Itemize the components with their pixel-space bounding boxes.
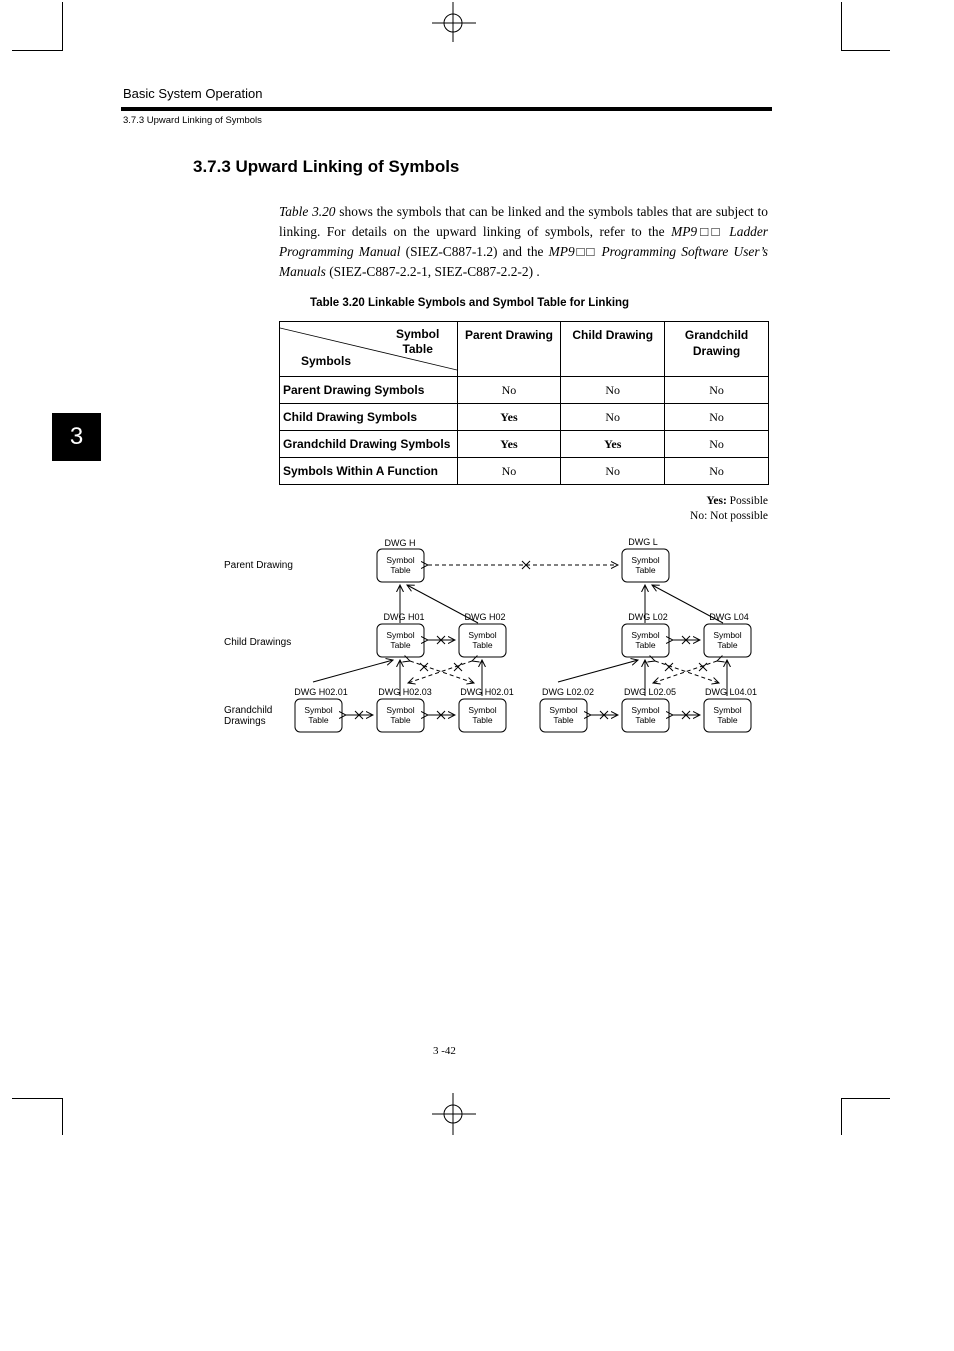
manual-title: MP9□□ Ladder Programming Manual [279, 224, 768, 259]
svg-text:Symbol: Symbol [549, 705, 578, 715]
symbol-table-box [295, 699, 342, 732]
svg-text:Table: Table [390, 715, 411, 725]
registration-mark-icon [432, 2, 476, 42]
chapter-tab: 3 [52, 413, 101, 461]
table-cell: Yes [561, 431, 665, 458]
drawing-name: DWG L04.01 [704, 687, 758, 697]
symbol-table-box [377, 549, 424, 582]
drawing-name: DWG L02.02 [541, 687, 595, 697]
drawing-name: DWG L [628, 537, 658, 547]
column-header: Grandchild Drawing [665, 322, 769, 377]
symbol-table-box [459, 624, 506, 657]
level-label-grandchild: Grandchild [224, 705, 273, 716]
svg-text:Table: Table [717, 640, 738, 650]
svg-text:Table: Table [390, 640, 411, 650]
table-cell: No [457, 458, 561, 485]
legend-no: No: Not possible [690, 510, 768, 522]
column-header: Parent Drawing [457, 322, 561, 377]
svg-text:Table: Table [635, 715, 656, 725]
drawing-name: DWG H02 [464, 612, 506, 622]
table-row [280, 458, 769, 485]
svg-text:Table: Table [717, 715, 738, 725]
table-row [280, 404, 769, 431]
intro-paragraph: Table 3.20 shows the symbols that can be linked and the symbols tables that are subject to linking. For details on the upward linking of symbols, refer to the MP9□□ Ladder Programming Manual (SIEZ-C887-1.2) and the MP9□□ Programming Software User’s Manuals (SIEZ-C887-2.2-1, SIEZ-C887-2.2-2) . [279, 204, 768, 279]
drawing-name: DWG H02.01 [460, 687, 514, 697]
level-label-grandchild: Drawings [224, 716, 266, 727]
row-label: Grandchild Drawing Symbols [280, 431, 458, 458]
page-number: 3 -42 [433, 1045, 456, 1057]
svg-text:Symbol: Symbol [386, 555, 415, 565]
symbol-table-box [459, 699, 506, 732]
drawing-name: DWG H01 [383, 612, 425, 622]
svg-text:Symbol: Symbol [468, 705, 497, 715]
svg-text:Symbol: Symbol [468, 630, 497, 640]
drawing-name: DWG L02 [628, 612, 668, 622]
svg-text:Symbol: Symbol [631, 705, 660, 715]
corner-header-cell [280, 322, 458, 377]
symbol-linking-diagram [0, 530, 954, 745]
svg-text:Table: Table [390, 565, 411, 575]
drawing-name: DWG L04 [709, 612, 749, 622]
table-cell: No [665, 458, 769, 485]
running-header: Basic System Operation [123, 86, 263, 101]
svg-text:Symbol: Symbol [386, 705, 415, 715]
symbol-table-box [377, 699, 424, 732]
symbol-table-box [622, 699, 669, 732]
table-cell: No [665, 377, 769, 404]
symbol-table-box [622, 624, 669, 657]
table-row [280, 431, 769, 458]
symbol-table-box [622, 549, 669, 582]
svg-text:Symbol: Symbol [713, 630, 742, 640]
table-caption: Table 3.20 Linkable Symbols and Symbol Table for Linking [310, 297, 630, 309]
table-cell: No [561, 404, 665, 431]
svg-text:Table: Table [308, 715, 329, 725]
table-reference: Table 3.20 [279, 204, 336, 219]
drawing-name: DWG L02.05 [623, 687, 677, 697]
table-cell: Yes [457, 404, 561, 431]
table-cell: Yes [457, 431, 561, 458]
non-linkable-link [408, 565, 719, 683]
symbol-table-box [704, 699, 751, 732]
level-label-child: Child Drawings [224, 637, 292, 648]
drawing-name: DWG H [384, 538, 416, 548]
svg-text:Symbol: Symbol [631, 555, 660, 565]
corner-header-bottom: Symbols [301, 354, 352, 368]
svg-text:Table: Table [635, 640, 656, 650]
running-subheader: 3.7.3 Upward Linking of Symbols [123, 115, 262, 126]
table-cell: No [665, 404, 769, 431]
registration-mark-icon [432, 1093, 476, 1135]
row-label: Symbols Within A Function [280, 458, 458, 485]
header-rule [121, 107, 772, 111]
table-row [280, 377, 769, 404]
svg-text:Symbol: Symbol [713, 705, 742, 715]
symbol-table-box [377, 624, 424, 657]
legend-yes: Yes: Possible [706, 495, 768, 507]
row-label: Parent Drawing Symbols [280, 377, 458, 404]
table-cell: No [665, 431, 769, 458]
drawing-name: DWG H02.01 [294, 687, 348, 697]
level-label-parent: Parent Drawing [224, 560, 293, 571]
svg-text:Symbol: Symbol [304, 705, 333, 715]
corner-header-top: Symbol Table [396, 327, 440, 356]
row-label: Child Drawing Symbols [280, 404, 458, 431]
svg-text:Symbol: Symbol [386, 630, 415, 640]
table-cell: No [561, 458, 665, 485]
svg-text:Table: Table [553, 715, 574, 725]
drawing-name: DWG H02.03 [378, 687, 432, 697]
section-title: 3.7.3 Upward Linking of Symbols [193, 157, 460, 176]
symbol-table-box [704, 624, 751, 657]
svg-text:Table: Table [472, 640, 493, 650]
svg-text:Table: Table [635, 565, 656, 575]
manual-title: MP9□□ Programming Software User’s Manuals [279, 244, 768, 279]
table-cell: No [561, 377, 665, 404]
linkable-symbols-table [279, 321, 769, 485]
column-header: Child Drawing [561, 322, 665, 377]
svg-text:Table: Table [472, 715, 493, 725]
svg-text:Symbol: Symbol [631, 630, 660, 640]
symbol-table-box [540, 699, 587, 732]
table-cell: No [457, 377, 561, 404]
